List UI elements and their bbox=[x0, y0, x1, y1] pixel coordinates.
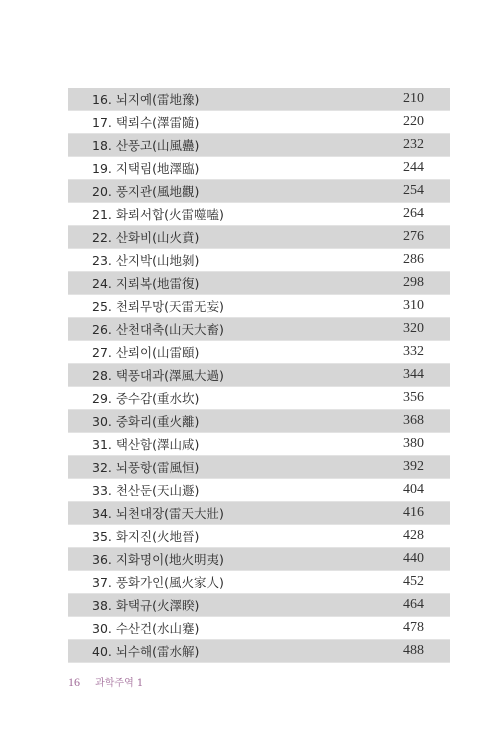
toc-entry-page: 392 bbox=[403, 459, 424, 474]
toc-row[interactable] bbox=[68, 88, 450, 111]
toc-entry-title: 32. 뇌풍항(雷風恒) bbox=[92, 460, 200, 475]
toc-row[interactable] bbox=[68, 203, 450, 226]
toc-entry-page: 276 bbox=[403, 229, 424, 244]
toc-entry-title: 38. 화택규(火澤睽) bbox=[92, 598, 200, 613]
toc-entry-title: 28. 택풍대과(澤風大過) bbox=[92, 368, 224, 383]
toc-row[interactable] bbox=[68, 364, 450, 387]
toc-entry-page: 452 bbox=[403, 574, 424, 589]
toc-row[interactable] bbox=[68, 249, 450, 272]
toc-entry-page: 478 bbox=[403, 620, 424, 635]
toc-row[interactable] bbox=[68, 433, 450, 456]
toc-entry-title: 35. 화지진(火地晉) bbox=[92, 529, 200, 544]
toc-entry-title: 27. 산뢰이(山雷頤) bbox=[92, 345, 200, 360]
toc-entry-page: 428 bbox=[403, 528, 424, 543]
toc-entry-page: 356 bbox=[403, 390, 424, 405]
toc-row[interactable] bbox=[68, 502, 450, 525]
toc-entry-title: 30. 중화리(重火離) bbox=[92, 414, 200, 429]
toc-entry-title: 30. 수산건(水山蹇) bbox=[92, 621, 200, 636]
toc-entry-page: 298 bbox=[403, 275, 424, 290]
toc-row[interactable] bbox=[68, 226, 450, 249]
toc-entry-page: 232 bbox=[403, 137, 424, 152]
toc-row[interactable] bbox=[68, 157, 450, 180]
toc-entry-page: 380 bbox=[403, 436, 424, 451]
toc-entry-page: 264 bbox=[403, 206, 424, 221]
toc-entry-page: 344 bbox=[403, 367, 424, 382]
toc-entry-title: 25. 천뢰무망(天雷无妄) bbox=[92, 299, 224, 314]
toc-entry-page: 310 bbox=[403, 298, 424, 313]
footer-page-number: 16 bbox=[68, 675, 80, 689]
toc-entry-page: 416 bbox=[403, 505, 424, 520]
toc-entry-page: 220 bbox=[403, 114, 424, 129]
toc-row[interactable] bbox=[68, 272, 450, 295]
footer-book-title: 과학주역 1 bbox=[95, 678, 144, 689]
toc-row[interactable] bbox=[68, 456, 450, 479]
toc-entry-page: 332 bbox=[403, 344, 424, 359]
toc-row[interactable] bbox=[68, 594, 450, 617]
toc-row[interactable] bbox=[68, 410, 450, 433]
toc-row[interactable] bbox=[68, 387, 450, 410]
toc-row[interactable] bbox=[68, 180, 450, 203]
toc-entry-page: 244 bbox=[403, 160, 424, 175]
toc-row[interactable] bbox=[68, 617, 450, 640]
toc-entry-title: 31. 택산함(澤山咸) bbox=[92, 437, 200, 452]
toc-entry-title: 22. 산화비(山火賁) bbox=[92, 230, 200, 245]
toc-entry-page: 404 bbox=[403, 482, 424, 497]
toc-entry-title: 36. 지화명이(地火明夷) bbox=[92, 552, 224, 567]
toc-row[interactable] bbox=[68, 640, 450, 663]
toc-entry-title: 19. 지택림(地澤臨) bbox=[92, 161, 200, 176]
toc-entry-page: 464 bbox=[403, 597, 424, 612]
toc-row[interactable] bbox=[68, 341, 450, 364]
toc-entry-page: 368 bbox=[403, 413, 424, 428]
toc-entry-title: 17. 택뢰수(澤雷隨) bbox=[92, 115, 200, 130]
toc-entry-title: 37. 풍화가인(風火家人) bbox=[92, 575, 224, 590]
toc-entry-title: 26. 산천대축(山天大畜) bbox=[92, 322, 224, 337]
toc-entry-page: 286 bbox=[403, 252, 424, 267]
toc-entry-title: 24. 지뢰복(地雷復) bbox=[92, 276, 200, 291]
toc-entry-title: 23. 산지박(山地剝) bbox=[92, 253, 200, 268]
toc-row[interactable] bbox=[68, 295, 450, 318]
toc-entry-page: 254 bbox=[403, 183, 424, 198]
toc-entry-title: 21. 화뢰서합(火雷噬嗑) bbox=[92, 207, 224, 222]
toc-entry-page: 320 bbox=[403, 321, 424, 336]
toc-entry-page: 440 bbox=[403, 551, 424, 566]
toc-entry-page: 210 bbox=[403, 91, 424, 106]
toc-entry-title: 40. 뇌수해(雷水解) bbox=[92, 644, 200, 659]
toc-row[interactable] bbox=[68, 525, 450, 548]
toc-row[interactable] bbox=[68, 134, 450, 157]
toc-entry-title: 33. 천산둔(天山遯) bbox=[92, 483, 200, 498]
toc-row[interactable] bbox=[68, 548, 450, 571]
toc-row[interactable] bbox=[68, 571, 450, 594]
table-of-contents bbox=[68, 88, 450, 663]
toc-row[interactable] bbox=[68, 318, 450, 341]
page-footer bbox=[68, 671, 143, 690]
toc-entry-title: 16. 뇌지예(雷地豫) bbox=[92, 92, 200, 107]
toc-entry-title: 18. 산풍고(山風蠱) bbox=[92, 138, 200, 153]
toc-entry-title: 20. 풍지관(風地觀) bbox=[92, 184, 200, 199]
toc-row[interactable] bbox=[68, 479, 450, 502]
toc-entry-title: 29. 중수감(重水坎) bbox=[92, 391, 200, 406]
toc-entry-page: 488 bbox=[403, 643, 424, 658]
toc-entry-title: 34. 뇌천대장(雷天大壯) bbox=[92, 506, 224, 521]
toc-row[interactable] bbox=[68, 111, 450, 134]
